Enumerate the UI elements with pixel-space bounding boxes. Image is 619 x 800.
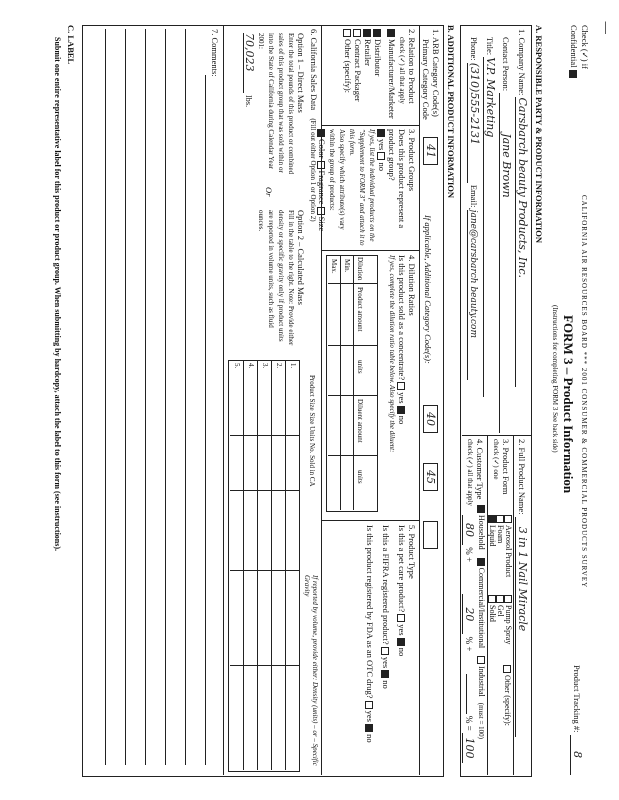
fda-yes-checkbox[interactable] <box>365 701 373 709</box>
retailer-label: Retailer <box>362 39 373 66</box>
commercial-label: Commercial/Institutional <box>477 567 486 649</box>
contract-packager-checkbox[interactable] <box>353 29 361 37</box>
foam-checkbox[interactable] <box>496 515 504 523</box>
size-table <box>228 360 300 772</box>
company-value: Carsbarch beauty Products, Inc. <box>515 97 529 387</box>
title-label: Title: <box>485 37 495 56</box>
household-label: Household <box>477 515 486 550</box>
fifra-no-checkbox[interactable] <box>381 670 389 678</box>
comments-label: 7. Comments: <box>210 29 220 77</box>
other-relation-label: Other (specify): <box>342 39 353 94</box>
commercial-checkbox[interactable] <box>477 558 485 566</box>
contact-row <box>499 37 513 433</box>
option-1-value: 70,023 <box>243 33 254 93</box>
distributor-label: Distributor <box>372 39 383 77</box>
additional-code-1: 40 <box>423 405 438 433</box>
groups-block: 3. Product Groups Does this product represent a product group? yes no If yes, list the individual products on the "Supplement to FORM 3" and attach it to this form. Also specify which attribute(s) vary within the group of products: Color Fragrance Size <box>316 129 417 246</box>
industrial-label: Industrial <box>477 666 486 697</box>
liquid-label: Liquid <box>487 525 497 547</box>
dilution-col-3: units <box>356 360 364 374</box>
distributor-checkbox[interactable] <box>373 29 381 37</box>
primary-code-box: 41 <box>423 137 438 165</box>
additional-code-2: 45 <box>423 463 438 491</box>
section-b-heading: B. ADDITIONAL PRODUCT INFORMATION <box>446 25 456 199</box>
additional-code-3 <box>423 521 438 549</box>
dilution-table <box>326 255 378 512</box>
sales-heading: 6. California Sales Data (Fill out either Option 1 or Option 2) <box>309 29 319 222</box>
other-form-label: Other (specify): <box>503 675 512 726</box>
pump-spray-label: Pump Spray <box>504 605 513 645</box>
contract-packager-label: Contract Packager <box>352 39 363 102</box>
company-row <box>515 29 529 387</box>
total-label: (must = 100) <box>477 702 485 740</box>
dilution-no-checkbox[interactable] <box>397 406 405 414</box>
dilution-row-max: Max. <box>330 259 338 274</box>
confidential-check <box>569 25 590 80</box>
dilution-col-4: Diluent amount <box>356 399 364 443</box>
foam-label: Foam <box>495 525 505 544</box>
household-checkbox[interactable] <box>477 505 485 513</box>
total-value: 100 <box>462 733 476 763</box>
company-label: 1. Company Name: <box>517 29 527 96</box>
label-instructions: Submit one entire representative label for this product or product group. When submitting by hardcopy, attach the label to this form (see instructions). <box>53 37 62 552</box>
row-num-5: 5. <box>233 363 241 369</box>
dilution-col-5: units <box>356 470 364 484</box>
arb-code-label: 1. ARB Category Code(s) Primary Category Code <box>421 29 441 120</box>
full-name-label: 2. Full Product Name: <box>517 439 527 515</box>
check-label: Check (✓) if <box>580 25 590 69</box>
survey-title: CALIFORNIA AIR RESOURCES BOARD *** 2001 CONSUMER & COMMERCIAL PRODUCTS SURVEY <box>580 195 588 589</box>
customer-percents: 80 % + 20 % + % = 100 <box>462 515 476 763</box>
industrial-pct <box>466 674 467 714</box>
contact-label: Contact Person: <box>501 37 511 92</box>
pet-care-no-checkbox[interactable] <box>397 638 405 646</box>
industrial-checkbox[interactable] <box>477 656 485 664</box>
solid-label: Solid <box>487 605 497 622</box>
gel-checkbox[interactable] <box>496 595 504 603</box>
full-name-value: 3 in 1 Nail Miracle <box>515 517 529 737</box>
option-1-block: Option 1 – Direct Mass Enter the total pounds of this product or combined sales of this product group that was sold within or into the State of California during Calendar Year 2001: 70,023 lbs. <box>243 33 306 175</box>
product-form-options-2 <box>488 595 512 644</box>
phone-label: Phone: <box>469 37 479 61</box>
solid-checkbox[interactable] <box>488 595 496 603</box>
dilution-block: 4. Dilution Ratios Is this product sold as a concentrate? yes no If yes, complete the dilution ratio table below. Also specify the diluent: <box>387 255 417 453</box>
tracking-block <box>570 665 584 775</box>
other-form <box>503 665 512 726</box>
aerosol-label: Aerosol Product <box>504 525 513 578</box>
confidential-label: Confidential <box>569 25 579 68</box>
groups-yes-checkbox[interactable] <box>377 129 385 137</box>
page-mark: | <box>604 20 607 35</box>
phone-row <box>467 37 481 380</box>
full-name-row <box>515 439 529 737</box>
title-value: V.P. Marketing <box>483 57 497 397</box>
email-value: jane@carsbarch beauty.com <box>467 210 478 380</box>
dilution-row-min: Min. <box>343 259 351 273</box>
tracking-label: Product Tracking #: <box>572 665 582 733</box>
retailer-checkbox[interactable] <box>363 29 371 37</box>
form-subtitle: (Instructions for completing FORM 3 See back side) <box>551 305 559 453</box>
email-label: Email: <box>469 184 479 208</box>
tracking-value: 8 <box>570 735 584 775</box>
additional-code-label: If applicable, Additional Category Code(s): <box>423 215 433 364</box>
confidential-checkbox[interactable] <box>569 70 577 78</box>
dilution-col-2: Product amount <box>356 287 364 332</box>
manufacturer-checkbox[interactable] <box>387 29 395 37</box>
option-2-block: Option 2 – Calculated Mass Fill in the table to the right. Note: Provide either density or specific gravity only if product units are reported in volume units, such as fluid ounces. <box>257 210 306 346</box>
fda-no-checkbox[interactable] <box>365 724 373 732</box>
section-c-heading: C. LABEL <box>66 25 76 65</box>
manufacturer-label: Manufacturer/Marketer <box>387 39 397 119</box>
aerosol-checkbox[interactable] <box>504 515 512 523</box>
fifra-yes-checkbox[interactable] <box>381 647 389 655</box>
dilution-col-1: Dilution <box>356 257 364 281</box>
product-form-options <box>488 515 512 577</box>
other-form-checkbox[interactable] <box>503 665 511 673</box>
pump-spray-checkbox[interactable] <box>504 595 512 603</box>
phone-value: (310)555-2131 <box>467 63 481 183</box>
row-num-4: 4. <box>247 363 255 369</box>
groups-no-checkbox[interactable] <box>377 152 385 160</box>
product-form-label: 3. Product Form check (✓) one <box>492 439 511 495</box>
row-num-2: 2. <box>275 363 283 369</box>
row-num-1: 1. <box>289 363 297 369</box>
household-pct: 80 <box>462 515 476 545</box>
density-header: If reported by volume, provide either: Density (units) – or – Specific Gravity <box>303 575 319 766</box>
dilution-yes-checkbox[interactable] <box>397 382 405 390</box>
other-relation-checkbox[interactable] <box>343 29 351 37</box>
form-page <box>30 15 590 785</box>
or-label: Or <box>264 187 274 197</box>
gel-label: Gel <box>495 605 505 617</box>
title-row <box>483 37 497 397</box>
form-title: FORM 3 – Product Information <box>561 315 576 494</box>
liquid-checkbox[interactable] <box>488 515 496 523</box>
commercial-pct: 20 <box>462 594 476 634</box>
relation-block: 2. Relation to Product check (✓) all that apply Manufacturer/Marketer Distributor Retailer Contract Packager Other (specify): <box>342 29 417 119</box>
contact-value: Jane Brown <box>499 93 513 433</box>
row-num-3: 3. <box>261 363 269 369</box>
product-type-block: 5. Product Type Is this a pet care product? yes no Is this a FIFRA registered product? yes no Is this product registered by FDA as an OTC drug? yes no <box>364 525 417 743</box>
pet-care-yes-checkbox[interactable] <box>397 614 405 622</box>
customer-type-label: 4. Customer Type check (✓) all that apply <box>466 439 485 506</box>
section-a-heading: A. RESPONSIBLE PARTY & PRODUCT INFORMATION <box>534 25 544 244</box>
size-table-header: Product Size Size Units No. Sold in CA <box>308 375 316 487</box>
customer-options <box>477 505 486 739</box>
